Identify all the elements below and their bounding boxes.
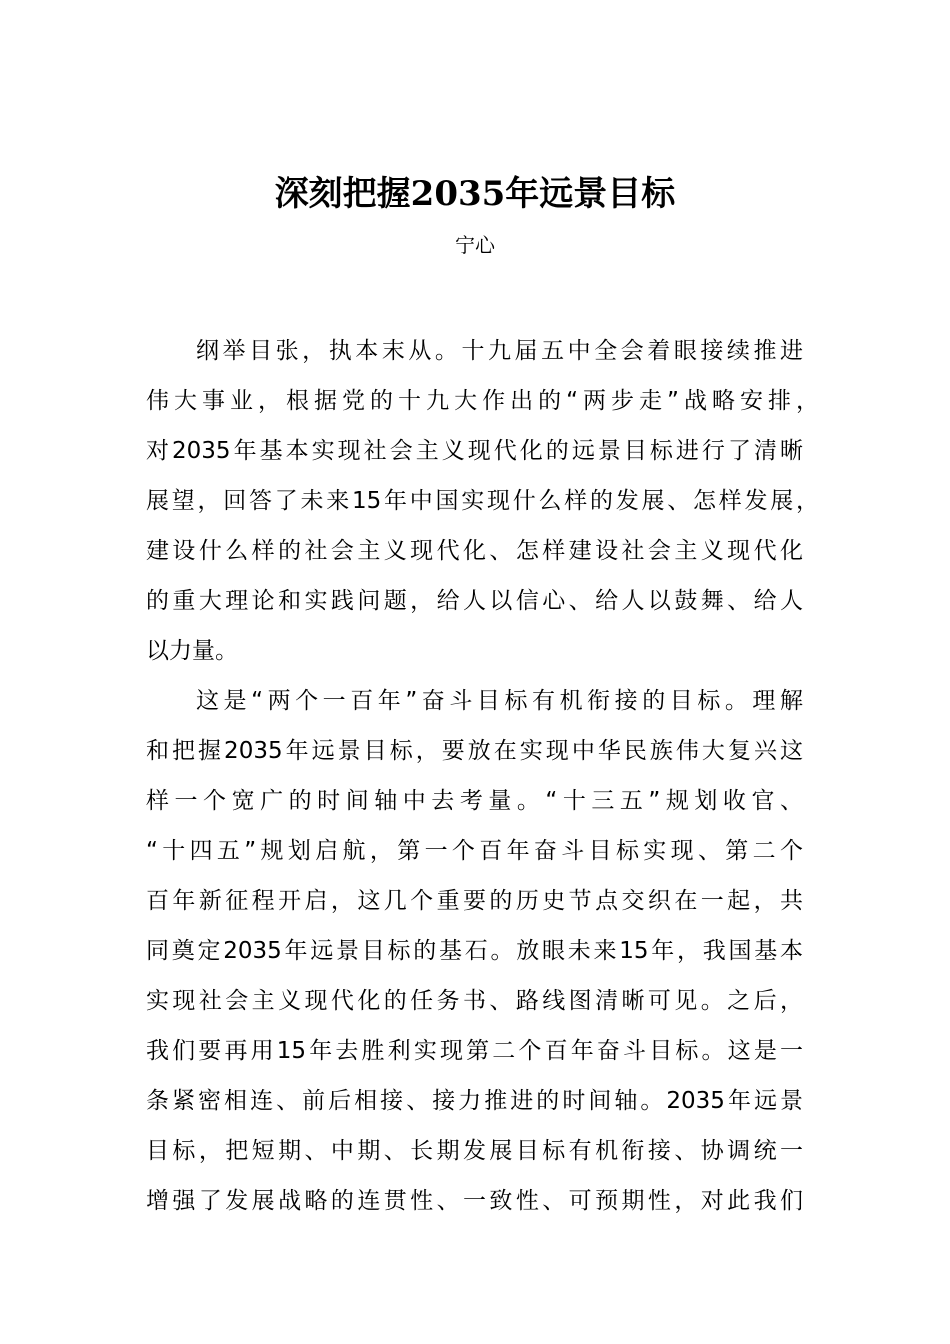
paragraph-2-line-1: 这是“两个一百年”奋斗目标有机衔接的目标。理解 [196,688,803,714]
paragraph-2-line-10: 目标，把短期、中期、长期发展目标有机衔接、协调统一 [146,1138,803,1164]
paragraph-2-line-11: 增强了发展战略的连贯性、一致性、可预期性，对此我们 [146,1188,803,1214]
paragraph-1-line-7: 以力量。 [146,638,238,664]
paragraph-2-line-9: 条紧密相连、前后相接、接力推进的时间轴。2035年远景 [146,1088,803,1114]
paragraph-2-line-3: 样一个宽广的时间轴中去考量。“十三五”规划收官、 [146,788,803,814]
paragraph-1-line-1: 纲举目张，执本末从。十九届五中全会着眼接续推进 [196,338,803,364]
paragraph-1-line-2: 伟大事业，根据党的十九大作出的“两步走”战略安排， [146,388,819,414]
article-author: 宁心 [455,233,495,257]
paragraph-2-line-5: 百年新征程开启，这几个重要的历史节点交织在一起，共 [146,888,803,914]
paragraph-2-line-7: 实现社会主义现代化的任务书、路线图清晰可见。之后， [146,988,803,1014]
paragraph-1-line-5: 建设什么样的社会主义现代化、怎样建设社会主义现代化 [146,538,803,564]
paragraph-1-line-6: 的重大理论和实践问题，给人以信心、给人以鼓舞、给人 [146,588,803,614]
article-title: 深刻把握2035年远景目标 [274,174,676,214]
paragraph-2-line-4: “十四五”规划启航，第一个百年奋斗目标实现、第二个 [146,838,803,864]
paragraph-2-line-6: 同奠定2035年远景目标的基石。放眼未来15年，我国基本 [146,938,803,964]
paragraph-1-line-3: 对2035年基本实现社会主义现代化的远景目标进行了清晰 [146,438,803,464]
paragraph-2-line-2: 和把握2035年远景目标，要放在实现中华民族伟大复兴这 [146,738,803,764]
paragraph-2-line-8: 我们要再用15年去胜利实现第二个百年奋斗目标。这是一 [146,1038,803,1064]
paragraph-1-line-4: 展望，回答了未来15年中国实现什么样的发展、怎样发展， [146,488,819,514]
article-body [146,326,826,1226]
